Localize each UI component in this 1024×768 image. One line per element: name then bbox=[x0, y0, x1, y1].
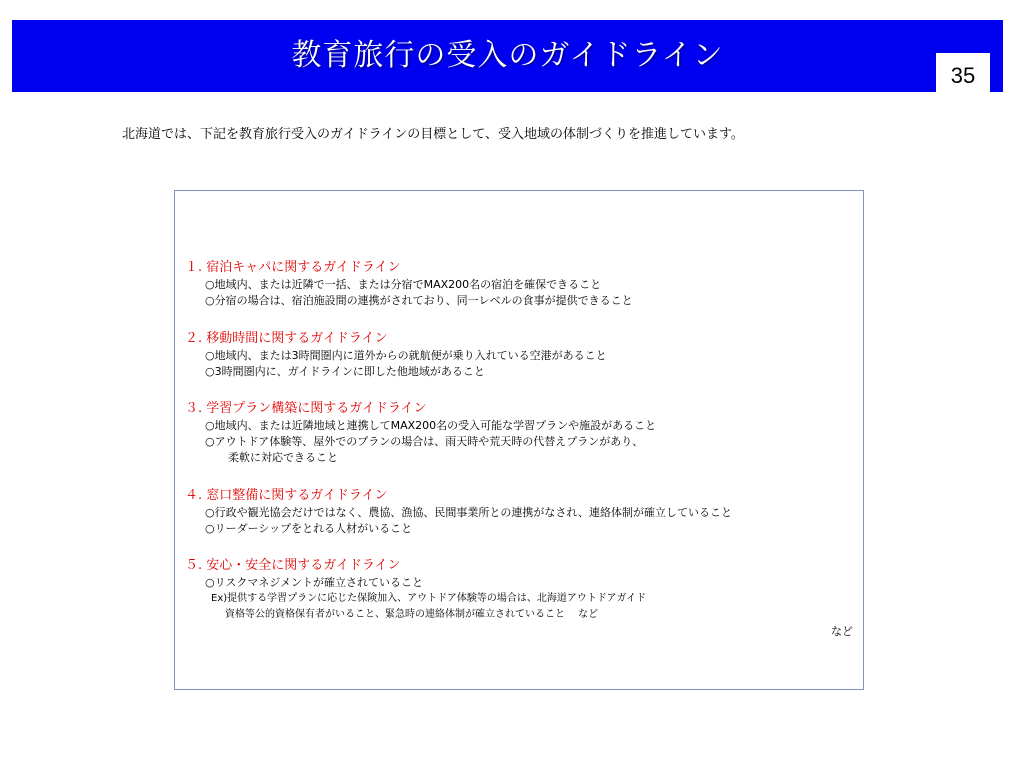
guideline-item: ○3時間圏内に、ガイドラインに即した他地域があること bbox=[205, 365, 485, 378]
page-title: 教育旅行の受入のガイドライン bbox=[291, 38, 724, 73]
guideline-section-travel-time bbox=[185, 330, 607, 380]
guideline-item: ○リスクマネジメントが確立されていること bbox=[205, 576, 424, 589]
guideline-box bbox=[174, 190, 864, 690]
guideline-item: ○地域内、または近隣で一括、または分宿でMAX200名の宿泊を確保できること bbox=[205, 278, 602, 291]
guideline-section-learning-plan bbox=[185, 400, 656, 466]
section-heading: ４. 窓口整備に関するガイドライン bbox=[185, 488, 388, 503]
page-number: 35 bbox=[936, 53, 990, 98]
guideline-item: ○アウトドア体験等、屋外でのプランの場合は、雨天時や荒天時の代替えプランがあり、 bbox=[205, 435, 644, 448]
guideline-item: ○地域内、または近隣地域と連携してMAX200名の受入可能な学習プランや施設があること bbox=[205, 419, 657, 432]
guideline-section-contact-window bbox=[185, 487, 732, 537]
section-heading: ２. 移動時間に関するガイドライン bbox=[185, 331, 388, 346]
section-heading: １. 宿泊キャパに関するガイドライン bbox=[185, 260, 401, 275]
section-heading: ５. 安心・安全に関するガイドライン bbox=[185, 558, 401, 573]
guideline-item: ○行政や観光協会だけではなく、農協、漁協、民間事業所との連携がなされ、連絡体制が確立していること bbox=[205, 506, 733, 519]
intro-text: 北海道では、下記を教育旅行受入のガイドラインの目標として、受入地域の体制づくりを推進しています。 bbox=[122, 127, 744, 142]
guideline-item: ○分宿の場合は、宿泊施設間の連携がされており、同一レベルの食事が提供できること bbox=[205, 294, 633, 307]
example-note: Ex)提供する学習プランに応じた保険加入、アウトドア体験等の場合は、北海道アウトドアガイド bbox=[211, 593, 647, 604]
title-bar bbox=[12, 20, 1003, 92]
guideline-section-accommodation bbox=[185, 259, 633, 309]
guideline-item-continuation: 柔軟に対応できること bbox=[228, 451, 338, 464]
guideline-section-safety bbox=[185, 557, 646, 623]
example-note-continuation: 資格等公的資格保有者がいること、緊急時の連絡体制が確立されていること など bbox=[225, 609, 599, 620]
etc-label: など bbox=[831, 625, 853, 638]
section-heading: ３. 学習プラン構築に関するガイドライン bbox=[185, 401, 427, 416]
guideline-item: ○リーダーシップをとれる人材がいること bbox=[205, 522, 413, 535]
guideline-item: ○地域内、または3時間圏内に道外からの就航便が乗り入れている空港があること bbox=[205, 349, 607, 362]
